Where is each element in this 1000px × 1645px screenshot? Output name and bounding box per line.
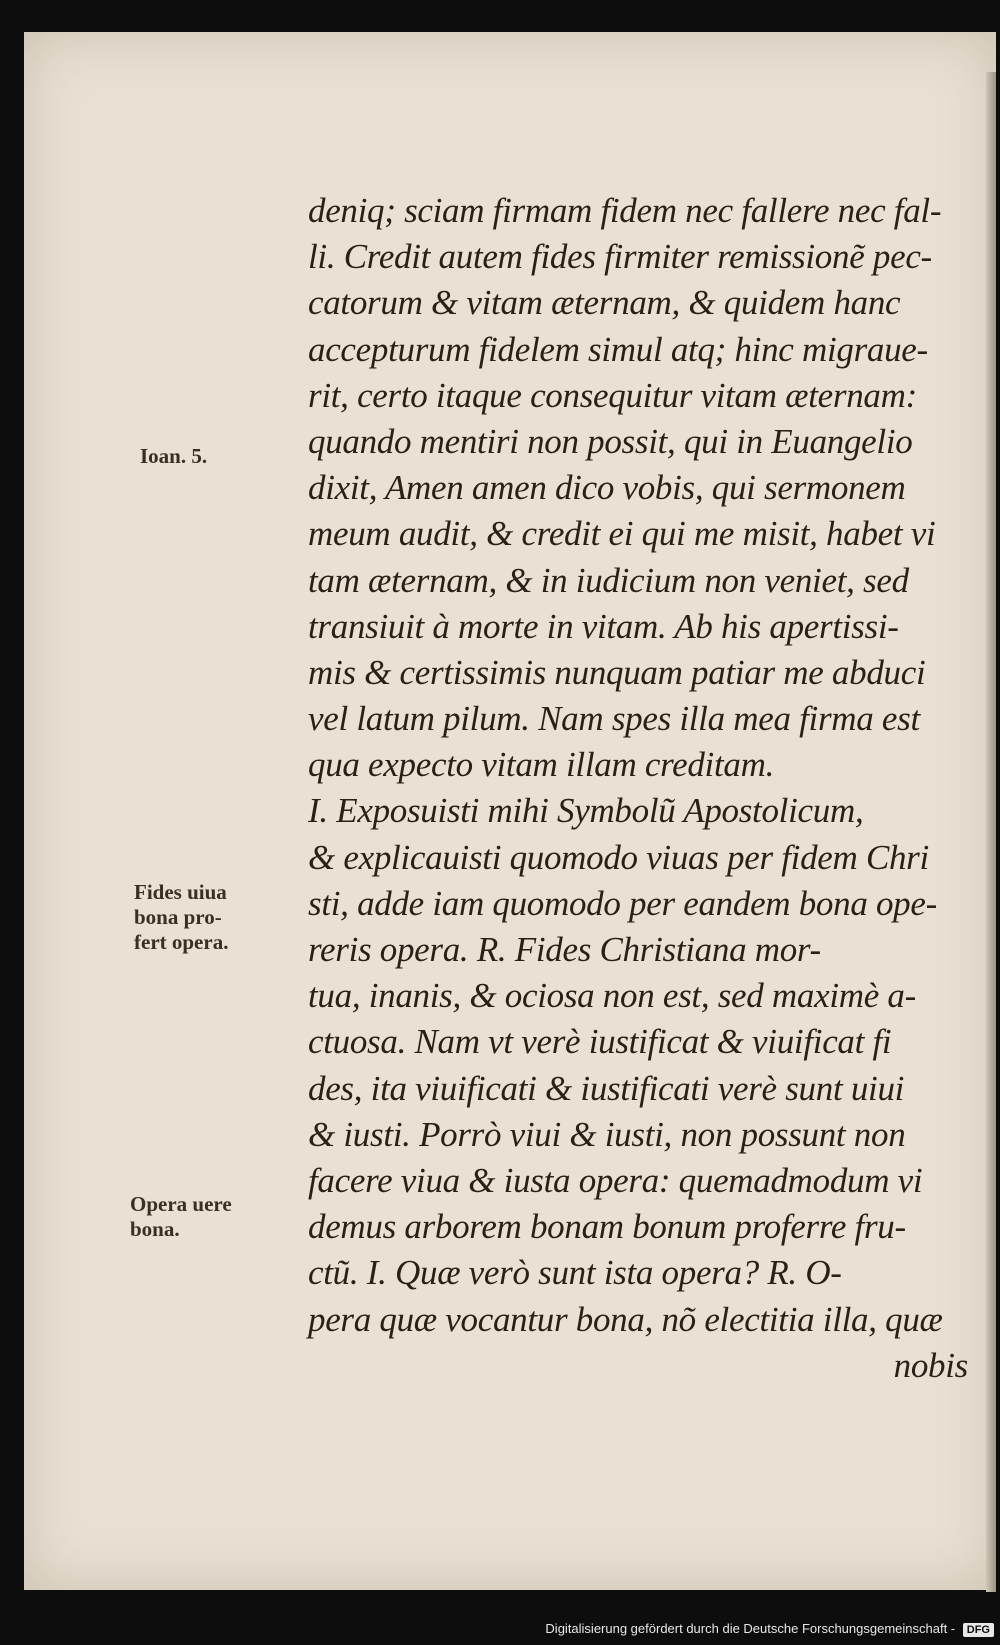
main-text-block xyxy=(308,188,968,1389)
text-line: li. Credit autem fides firmiter remissionẽ pec- xyxy=(308,237,932,277)
text-line: sti, adde iam quomodo per eandem bona ope- xyxy=(308,883,937,923)
marginal-note-opera xyxy=(130,1192,232,1242)
text-line: quando mentiri non possit, qui in Euangelio xyxy=(308,421,913,461)
text-line: ctuosa. Nam vt verè iustificat & viuificat fi xyxy=(308,1022,892,1062)
marginal-line: bona. xyxy=(130,1217,180,1241)
text-line: reris opera. R. Fides Christiana mor- xyxy=(308,930,821,969)
marginal-line: Ioan. 5. xyxy=(140,444,208,468)
text-line: tua, inanis, & ociosa non est, sed maximè a- xyxy=(308,976,916,1016)
text-line: mis & certissimis nunquam patiar me abduci xyxy=(308,652,926,692)
footer-credit xyxy=(0,1621,1000,1641)
text-line: & explicauisti quomodo viuas per fidem Chri xyxy=(308,837,929,877)
footer-text: Digitalisierung gefördert durch die Deutsche Forschungsgemeinschaft - xyxy=(545,1621,956,1636)
text-line: & iusti. Porrò viui & iusti, non possunt non xyxy=(308,1114,906,1154)
text-line: pera quæ vocantur bona, nõ electitia illa, quæ xyxy=(308,1299,943,1339)
text-line: tam æternam, & in iudicium non veniet, sed xyxy=(308,560,909,600)
text-line: facere viua & iusta opera: quemadmodum vi xyxy=(308,1160,923,1200)
text-line: accepturum fidelem simul atq; hinc migraue- xyxy=(308,329,928,369)
dfg-logo: DFG xyxy=(963,1623,994,1637)
text-line: ctũ. I. Quæ verò sunt ista opera? R. O- xyxy=(308,1253,842,1293)
text-line: dixit, Amen amen dico vobis, qui sermonem xyxy=(308,468,906,508)
marginal-line: bona pro- xyxy=(134,905,222,929)
catchword: nobis xyxy=(893,1345,968,1385)
text-line: demus arborem bonam bonum proferre fru- xyxy=(308,1207,906,1247)
text-line: qua expecto vitam illam creditam. xyxy=(308,745,775,785)
book-page xyxy=(24,32,996,1590)
text-line: transiuit à morte in vitam. Ab his apertissi- xyxy=(308,606,899,646)
page-edge xyxy=(986,72,996,1592)
marginal-line: Opera uere xyxy=(130,1192,232,1216)
marginal-line: fert opera. xyxy=(134,930,229,954)
text-line: rit, certo itaque consequitur vitam æternam: xyxy=(308,375,917,415)
marginal-note-fides xyxy=(134,880,228,955)
marginal-line: Fides uiua xyxy=(134,880,227,904)
marginal-note-ioan xyxy=(140,444,207,469)
text-line: vel latum pilum. Nam spes illa mea firma est xyxy=(308,699,920,739)
text-line: des, ita viuificati & iustificati verè sunt uiui xyxy=(308,1068,905,1108)
text-line: meum audit, & credit ei qui me misit, habet vi xyxy=(308,514,936,554)
text-line: I. Exposuisti mihi Symbolũ Apostolicum, xyxy=(308,791,864,831)
text-line: deniq; sciam firmam fidem nec fallere nec fal- xyxy=(308,191,942,230)
text-line: catorum & vitam æternam, & quidem hanc xyxy=(308,283,901,323)
